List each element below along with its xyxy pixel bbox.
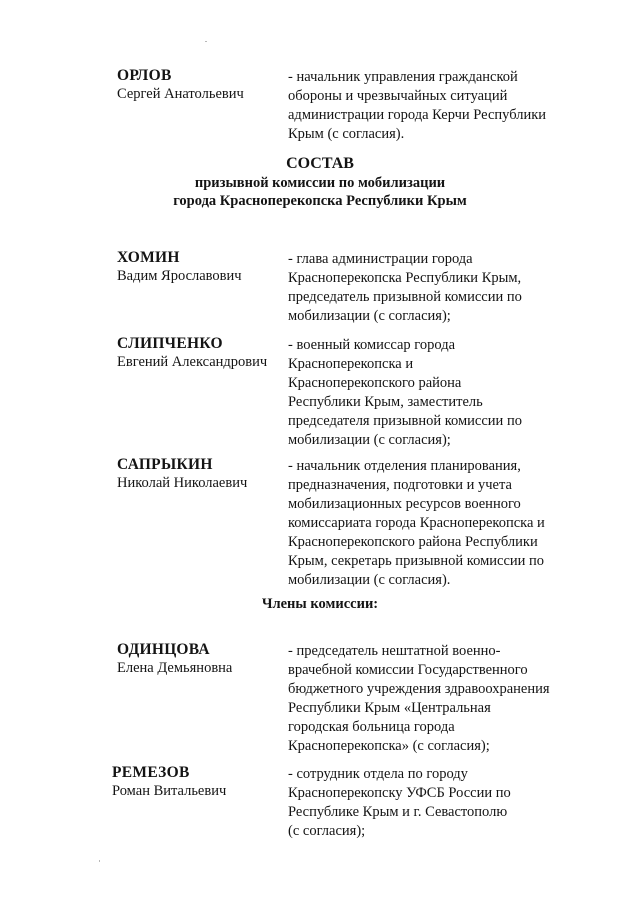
member-description xyxy=(288,765,588,841)
member-surname: ОДИНЦОВА xyxy=(117,641,210,658)
description-line: врачебной комиссии Государственного xyxy=(288,662,528,678)
member-surname: ОРЛОВ xyxy=(117,67,172,84)
description-line: Крым, секретарь призывной комиссии по xyxy=(288,553,545,569)
description-line: мобилизации (с согласия); xyxy=(288,308,451,324)
description-line: комиссариата города Красноперекопска и xyxy=(288,515,545,531)
description-line: Республике Крым и г. Севастополю xyxy=(288,804,508,820)
description-line: Красноперекопского района Республики xyxy=(288,534,538,550)
member-given-name: Сергей Анатольевич xyxy=(117,86,244,102)
description-line: предназначения, подготовки и учета xyxy=(288,477,512,493)
description-line: мобилизации (с согласия); xyxy=(288,432,451,448)
description-line: администрации города Керчи Республики xyxy=(288,107,547,123)
description-line: Республики Крым, заместитель xyxy=(288,394,483,410)
member-surname: РЕМЕЗОВ xyxy=(112,764,190,781)
description-line: мобилизации (с согласия). xyxy=(288,572,451,588)
description-line: Крым (с согласия). xyxy=(288,126,405,142)
member-given-name: Роман Витальевич xyxy=(112,783,227,799)
members-heading: Члены комиссии: xyxy=(261,596,379,612)
description-line: мобилизационных ресурсов военного xyxy=(288,496,521,512)
description-line: Республики Крым «Центральная xyxy=(288,700,491,716)
description-line: председатель призывной комиссии по xyxy=(288,289,522,305)
description-line: - начальник отделения планирования, xyxy=(288,458,521,474)
member-description xyxy=(288,68,588,144)
description-line: городская больница города xyxy=(288,719,455,735)
description-line: Красноперекопску УФСБ России по xyxy=(288,785,511,801)
description-line: Красноперекопска Республики Крым, xyxy=(288,270,522,286)
composition-subtitle-line2: города Красноперекопска Республики Крым xyxy=(173,193,467,209)
description-line: обороны и чрезвычайных ситуаций xyxy=(288,88,508,104)
member-given-name: Вадим Ярославович xyxy=(117,268,242,284)
description-line: - председатель нештатной военно- xyxy=(288,643,501,659)
composition-subtitle-line1: призывной комиссии по мобилизации xyxy=(194,175,446,191)
member-surname: САПРЫКИН xyxy=(117,456,213,473)
description-line: - военный комиссар города xyxy=(288,337,456,353)
member-description xyxy=(288,457,588,590)
scan-speck xyxy=(99,860,100,862)
description-line: бюджетного учреждения здравоохранения xyxy=(288,681,550,697)
member-given-name: Николай Николаевич xyxy=(117,475,248,491)
scan-speck xyxy=(205,41,207,42)
description-line: Красноперекопска и xyxy=(288,356,414,372)
member-description xyxy=(288,336,588,450)
member-description xyxy=(288,250,588,326)
description-line: Красноперекопска» (с согласия); xyxy=(288,738,490,754)
member-description xyxy=(288,642,588,756)
member-surname: СЛИПЧЕНКО xyxy=(117,335,223,352)
description-line: - начальник управления гражданской xyxy=(288,69,518,85)
description-line: председателя призывной комиссии по xyxy=(288,413,522,429)
description-line: - сотрудник отдела по городу xyxy=(288,766,468,782)
member-given-name: Елена Демьяновна xyxy=(117,660,233,676)
description-line: - глава администрации города xyxy=(288,251,473,267)
description-line: Красноперекопского района xyxy=(288,375,462,391)
member-surname: ХОМИН xyxy=(117,249,180,266)
composition-title: СОСТАВ xyxy=(286,155,354,172)
member-given-name: Евгений Александрович xyxy=(117,354,268,370)
description-line: (с согласия); xyxy=(288,823,366,839)
